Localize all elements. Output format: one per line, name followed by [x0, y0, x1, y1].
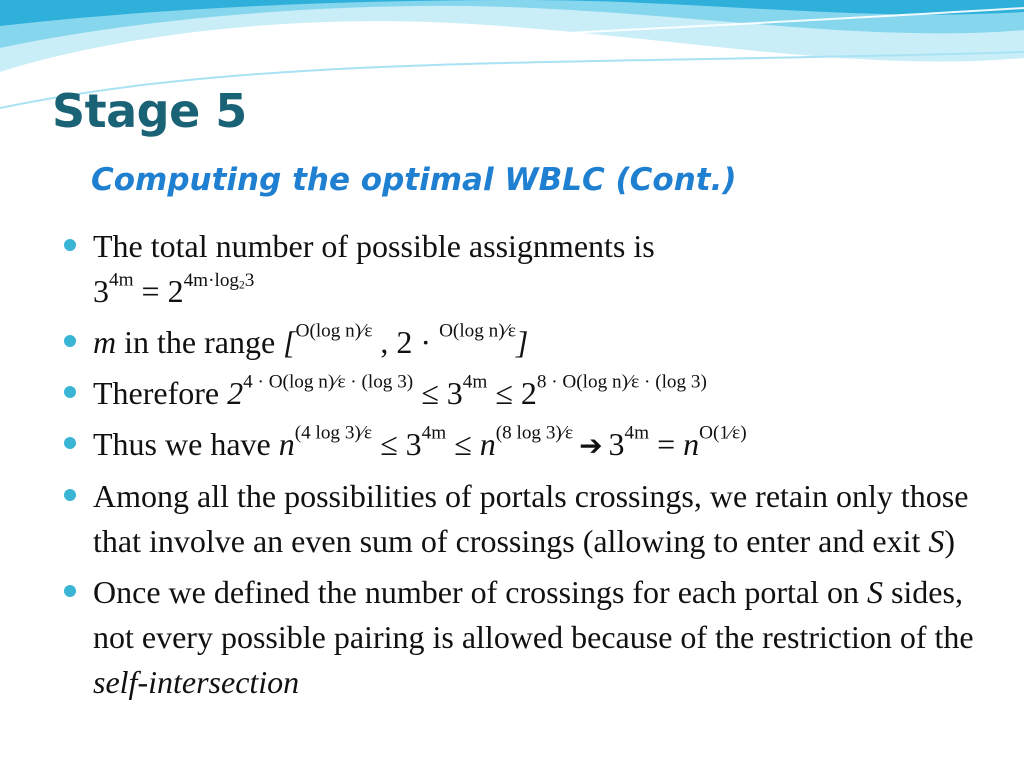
variable-m: m: [93, 324, 117, 360]
formula-relation: ≤ 3: [413, 375, 463, 411]
formula-relation: ≤: [446, 426, 480, 462]
bullet-dot-icon: [64, 386, 76, 398]
slide-title: Stage 5: [52, 84, 247, 138]
bullet-dot-icon: [64, 437, 76, 449]
implies-arrow-icon: ➔: [579, 429, 603, 462]
formula-exponent: 4m: [462, 371, 488, 393]
bullet-therefore: [0, 371, 1024, 416]
variable-s: S: [866, 574, 883, 610]
bullet-m-range: [0, 320, 1024, 365]
formula-base: 3: [93, 273, 109, 309]
exponent-part: 3: [244, 269, 255, 291]
formula-exponent: 4m: [421, 422, 447, 444]
bullet-text: Thus we have: [93, 426, 279, 462]
variable-s: S: [928, 523, 945, 559]
bullet-list: [0, 224, 1024, 705]
bullet-text: ): [944, 523, 956, 559]
formula-equals: =: [649, 426, 684, 462]
log-base: 2: [239, 278, 245, 291]
formula-relation: ≤ 2: [487, 375, 537, 411]
bullet-text: sides, not every possible pairing is allowed because of the restriction of the: [93, 574, 974, 655]
exponent-part: 4m·log: [183, 269, 240, 291]
variable-n: n: [479, 426, 496, 462]
slide-subtitle: Computing the optimal WBLC (Cont.): [91, 162, 737, 198]
formula-exponent: O(1⁄ε): [699, 422, 747, 444]
bullet-dot-icon: [64, 585, 76, 597]
bullet-text: Among all the possibilities of portals crossings, we retain only those that involve an even sum of crossings (allowing to enter and exit: [93, 478, 969, 559]
variable-n: n: [278, 426, 295, 462]
formula-relation: ≤ 3: [372, 426, 422, 462]
bullet-text: The total number of possible assignments is: [93, 228, 655, 264]
bullet-thus: [0, 422, 1024, 468]
bullet-text: in the range: [116, 324, 284, 360]
range-open-bracket: [: [283, 324, 296, 360]
formula-equals: =: [133, 273, 168, 309]
assignments-formula: [93, 269, 255, 309]
bullet-dot-icon: [64, 489, 76, 501]
emphasized-term: self-intersection: [93, 664, 300, 700]
bullet-pairing: [0, 570, 1024, 705]
range-lower-exponent: O(log n)⁄ε: [295, 320, 373, 342]
bullet-portals-crossings: [0, 474, 1024, 564]
variable-n: n: [683, 426, 700, 462]
formula-exponent: 4m: [109, 269, 134, 291]
formula-exponent: 4m: [624, 422, 650, 444]
formula-base: 2: [167, 273, 184, 309]
range-upper-exponent: O(log n)⁄ε: [439, 320, 516, 342]
bullet-dot-icon: [64, 239, 76, 251]
formula-exponent: (8 log 3)⁄ε: [495, 422, 574, 444]
bullet-total-assignments: [0, 224, 1024, 314]
formula-base: 3: [608, 426, 625, 462]
bullet-text: Therefore: [93, 375, 228, 411]
formula-exponent: 4 · O(log n)⁄ε · (log 3): [243, 371, 414, 393]
bullet-text: Once we defined the number of crossings for each portal on: [93, 574, 867, 610]
bullet-dot-icon: [64, 335, 76, 347]
range-separator: , 2 ·: [372, 324, 440, 360]
range-close-bracket: ]: [515, 324, 529, 360]
formula-base: 2: [227, 375, 244, 411]
formula-exponent: [184, 270, 255, 291]
formula-exponent: 8 · O(log n)⁄ε · (log 3): [536, 371, 707, 393]
formula-exponent: (4 log 3)⁄ε: [294, 422, 373, 444]
